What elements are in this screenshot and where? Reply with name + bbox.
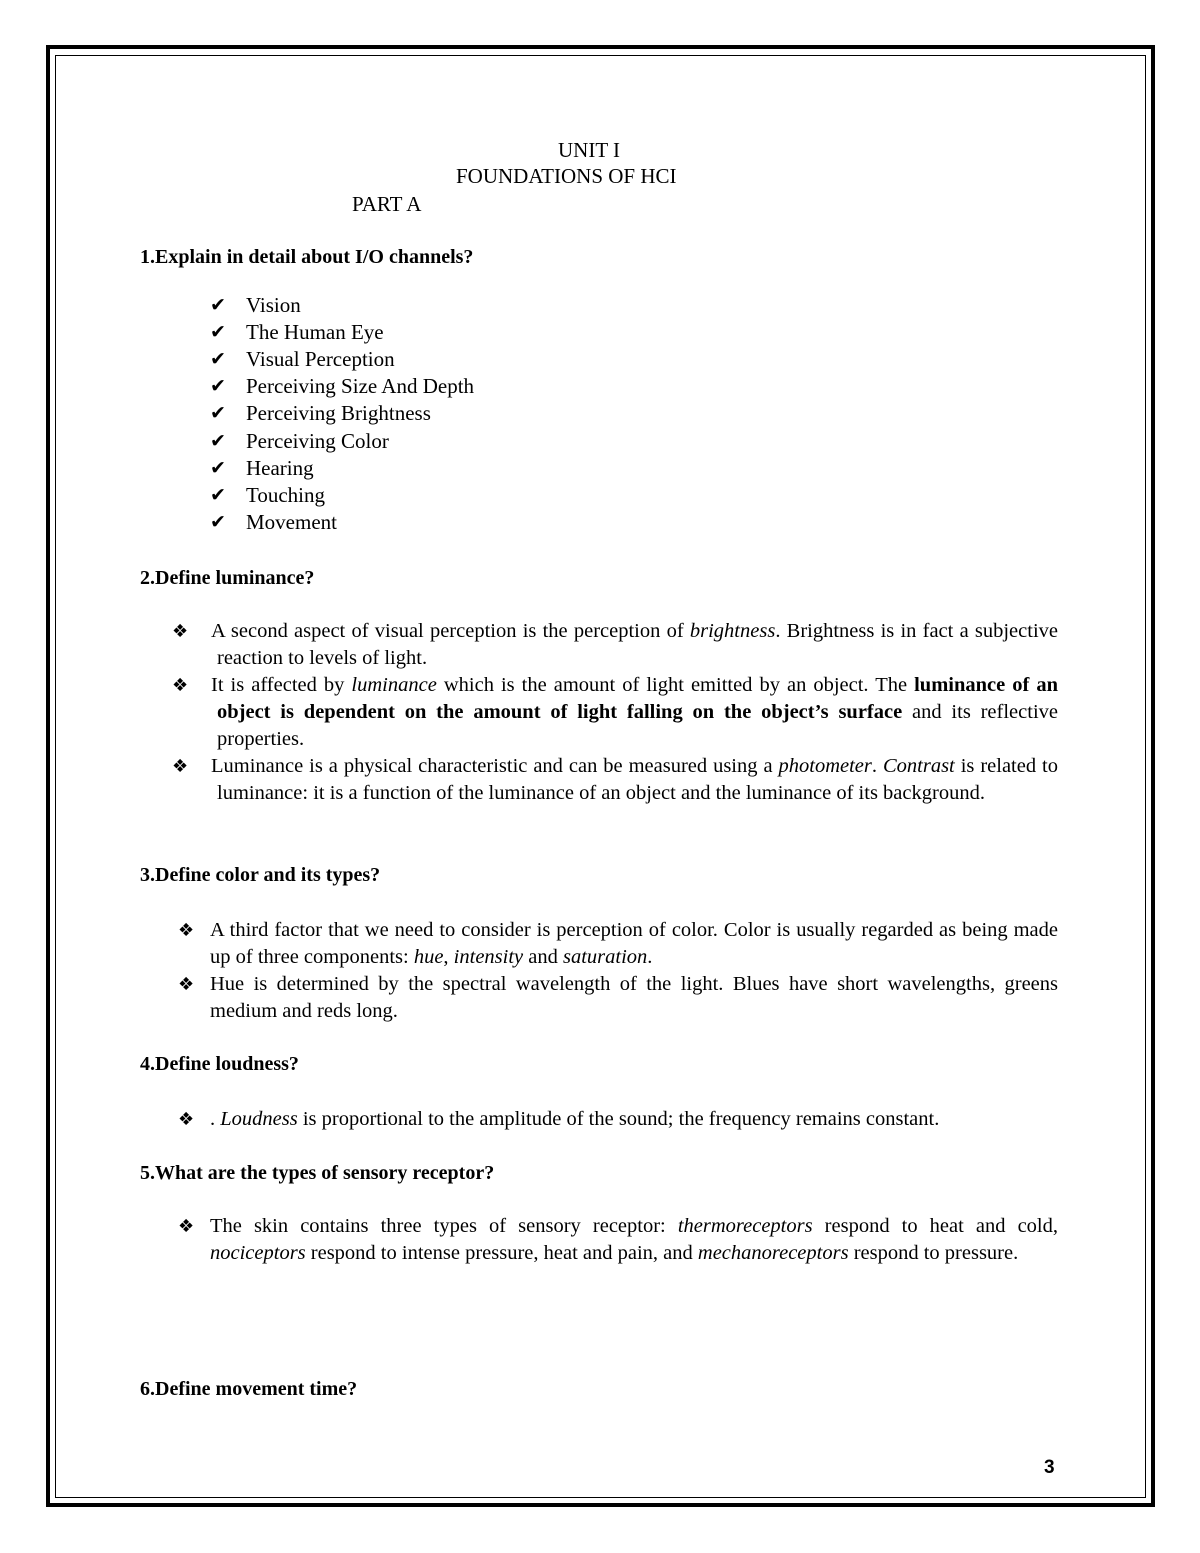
list-item: ✔ Movement bbox=[210, 509, 337, 534]
part-title: PART A bbox=[352, 192, 422, 216]
check-icon: ✔ bbox=[210, 510, 226, 533]
list-item: ✔ Hearing bbox=[210, 455, 314, 480]
list-item: ✔ Visual Perception bbox=[210, 347, 395, 372]
check-icon: ✔ bbox=[210, 429, 226, 452]
check-icon: ✔ bbox=[210, 483, 226, 506]
check-icon: ✔ bbox=[210, 456, 226, 479]
list-item: ✔ Touching bbox=[210, 482, 326, 507]
page-number: 3 bbox=[1044, 1457, 1055, 1478]
io-channels-list bbox=[210, 292, 474, 536]
question-5: 5.What are the types of sensory receptor? bbox=[140, 1162, 495, 1184]
color-bullets bbox=[178, 917, 1058, 1025]
luminance-bullets bbox=[172, 618, 1058, 807]
question-6: 6.Define movement time? bbox=[140, 1378, 358, 1400]
list-item: ❖ A second aspect of visual perception is the perception of brightness. Brightness is in fact a subjective reaction to levels of light. bbox=[172, 620, 1058, 669]
question-1: 1.Explain in detail about I/O channels? bbox=[140, 246, 474, 268]
list-item: ❖ Luminance is a physical characteristic and can be measured using a photometer. Contrast is related to luminance: it is a function of the luminance of an object and the luminance of its background. bbox=[172, 755, 1058, 804]
list-item: ✔ Perceiving Size And Depth bbox=[210, 374, 475, 399]
diamond-bullet-icon: ❖ bbox=[172, 675, 189, 696]
diamond-bullet-icon: ❖ bbox=[178, 974, 195, 995]
check-icon: ✔ bbox=[210, 375, 226, 398]
check-icon: ✔ bbox=[210, 402, 226, 425]
list-item: ✔ Vision bbox=[210, 293, 301, 318]
list-item: ✔ Perceiving Color bbox=[210, 428, 389, 453]
diamond-bullet-icon: ❖ bbox=[178, 920, 195, 941]
diamond-bullet-icon: ❖ bbox=[178, 1216, 195, 1237]
list-item: ❖ It is affected by luminance which is the amount of light emitted by an object. The luminance of an object is dependent on the amount of light falling on the object’s surface and its reflective properties. bbox=[172, 674, 1058, 750]
check-icon: ✔ bbox=[210, 348, 226, 371]
loudness-bullets bbox=[178, 1106, 1058, 1133]
unit-title: UNIT I bbox=[558, 138, 621, 162]
list-item: ❖ Hue is determined by the spectral wavelength of the light. Blues have short wavelengths, greens medium and reds long. bbox=[178, 973, 1058, 1022]
list-item: ❖ The skin contains three types of sensory receptor: thermoreceptors respond to heat and cold, nociceptors respond to intense pressure, heat and pain, and mechanoreceptors respond to pressure. bbox=[178, 1215, 1059, 1264]
question-3: 3.Define color and its types? bbox=[140, 864, 381, 886]
question-4: 4.Define loudness? bbox=[140, 1053, 299, 1075]
list-item: ❖ A third factor that we need to consider is perception of color. Color is usually regarded as being made up of three components: hue, intensity and saturation. bbox=[178, 919, 1058, 968]
diamond-bullet-icon: ❖ bbox=[178, 1109, 195, 1130]
check-icon: ✔ bbox=[210, 321, 226, 344]
question-2: 2.Define luminance? bbox=[140, 567, 315, 589]
list-item: ✔ Perceiving Brightness bbox=[210, 401, 431, 426]
diamond-bullet-icon: ❖ bbox=[172, 621, 189, 642]
diamond-bullet-icon: ❖ bbox=[172, 756, 189, 777]
sensory-receptor-bullets bbox=[178, 1213, 1058, 1267]
list-item: ✔ The Human Eye bbox=[210, 320, 384, 345]
subject-title: FOUNDATIONS OF HCI bbox=[456, 164, 677, 188]
check-icon: ✔ bbox=[210, 294, 226, 317]
list-item: ❖ . Loudness is proportional to the amplitude of the sound; the frequency remains constant. bbox=[178, 1106, 1058, 1133]
